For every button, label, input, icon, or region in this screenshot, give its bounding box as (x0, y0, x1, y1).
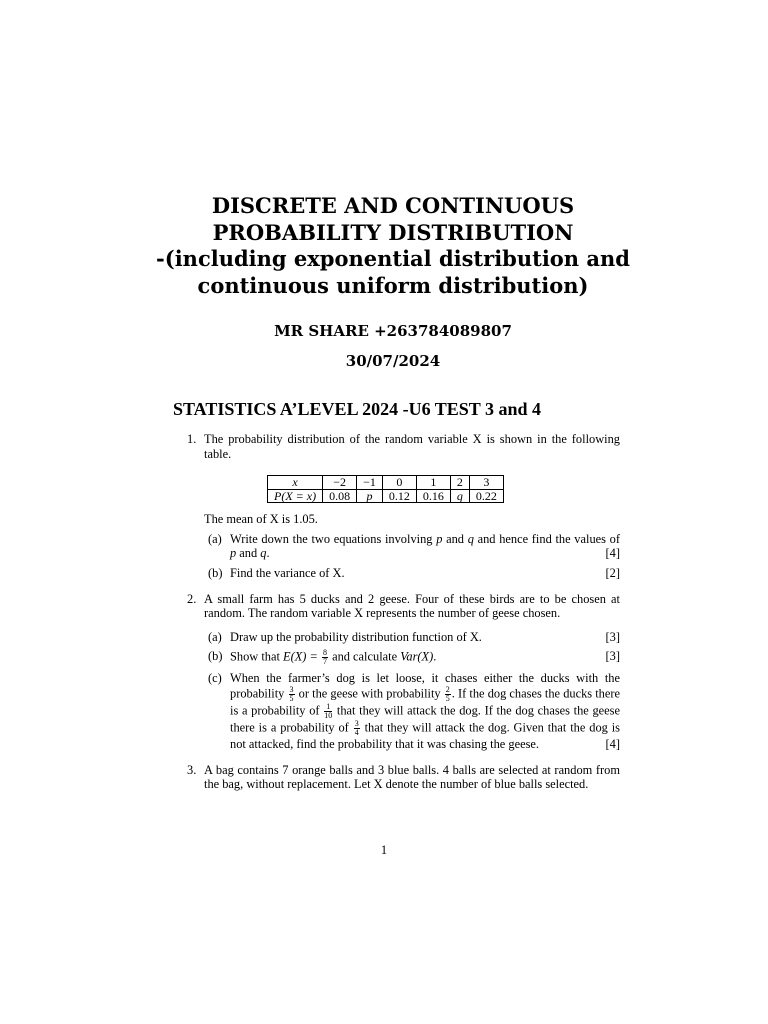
title-line: PROBABILITY DISTRIBUTION (212, 219, 574, 245)
fraction: $\frac{2}{5}$ (445, 684, 450, 703)
part-label: (a) (208, 531, 222, 546)
question-part (204, 532, 620, 561)
question-2 (173, 592, 620, 752)
part-mark: [4] (605, 546, 620, 561)
question-intro: A small farm has 5 ducks and 2 geese. Four of these birds are to be chosen at random. The random variable X represents the number of geese chosen. (204, 591, 620, 621)
table-cell: 0.16 (416, 489, 450, 503)
question-number: 3. (187, 762, 197, 777)
probability-table (267, 475, 504, 503)
part-text: Show that E(X) = $\frac{8}{7}$ and calculate Var(X). [3] (230, 648, 620, 667)
page-number: 1 (380, 843, 388, 857)
date-line: 30/07/2024 (345, 352, 441, 370)
author-line: MR SHARE +263784089807 (274, 322, 512, 340)
question-intro: The probability distribution of the random variable X is shown in the following table. (204, 432, 620, 461)
table-row-x (268, 476, 504, 490)
question-part (204, 671, 620, 751)
table-cell: q (450, 489, 469, 503)
part-mark: [3] (605, 649, 620, 664)
part-text: When the farmer’s dog is let loose, it chases either the ducks with the probability $\frac{3}{5}$ or the geese with probability $\frac{2}{5}$ . If the dog chases the ducks there is a probability of $\frac{1}{10}$ that they will attack the dog. If the dog chases the geese there is a probability of $\frac{3}{4}$ that they will attack the dog. Given that the dog is not attacked, find the probability that it was chasing the geese. [4] (230, 671, 621, 751)
questions-body (173, 432, 620, 803)
question-3 (173, 763, 620, 792)
table-cell: 0 (382, 476, 416, 490)
table-cell: 0.12 (382, 489, 416, 503)
part-text: Draw up the probability distribution function of X. [3] (230, 629, 620, 644)
table-cell: 0.22 (469, 489, 503, 503)
part-label: (b) (208, 565, 223, 580)
part-mark: [2] (605, 565, 620, 580)
fraction: $\frac{8}{7}$ (322, 648, 327, 667)
title-line: -(including exponential distribution and (156, 246, 630, 271)
table-cell: 1 (416, 476, 450, 490)
fraction: $\frac{3}{5}$ (289, 684, 294, 703)
question-part (204, 566, 620, 581)
title-line: DISCRETE AND CONTINUOUS (211, 193, 575, 218)
table-cell: p (357, 489, 383, 503)
table-cell: 0.08 (323, 489, 357, 503)
fraction: $\frac{3}{4}$ (354, 718, 359, 737)
question-number: 2. (187, 591, 197, 606)
part-text: Write down the two equations involving p and q and hence find the values of p and q. [4] (230, 531, 620, 561)
table-row-label: x (268, 476, 323, 490)
table-row-label: P(X = x) (268, 489, 323, 503)
table-cell: −1 (357, 476, 383, 490)
question-part (204, 630, 620, 645)
table-row-p (268, 489, 504, 503)
part-label: (a) (208, 629, 222, 644)
title-line: continuous uniform distribution) (197, 272, 589, 298)
question-intro: A bag contains 7 orange balls and 3 blue balls. 4 balls are selected at random from the bag, without replacement. Let X denote the number of blue balls selected. (204, 762, 620, 792)
question-1 (173, 432, 620, 581)
table-cell: 2 (450, 476, 469, 490)
section-title: STATISTICS A’LEVEL 2024 -U6 TEST 3 and 4 (173, 399, 541, 419)
part-mark: [4] (605, 736, 620, 751)
part-text: Find the variance of X. [2] (230, 565, 620, 580)
document-title (130, 193, 656, 299)
table-cell: 3 (469, 476, 503, 490)
mean-statement: The mean of X is 1.05. (204, 512, 318, 527)
question-part (204, 649, 620, 666)
question-number: 1. (187, 432, 197, 446)
part-label: (b) (208, 649, 223, 664)
part-label: (c) (208, 671, 222, 686)
table-cell: −2 (323, 476, 357, 490)
fraction: $\frac{1}{10}$ (324, 701, 333, 720)
part-mark: [3] (605, 629, 620, 644)
